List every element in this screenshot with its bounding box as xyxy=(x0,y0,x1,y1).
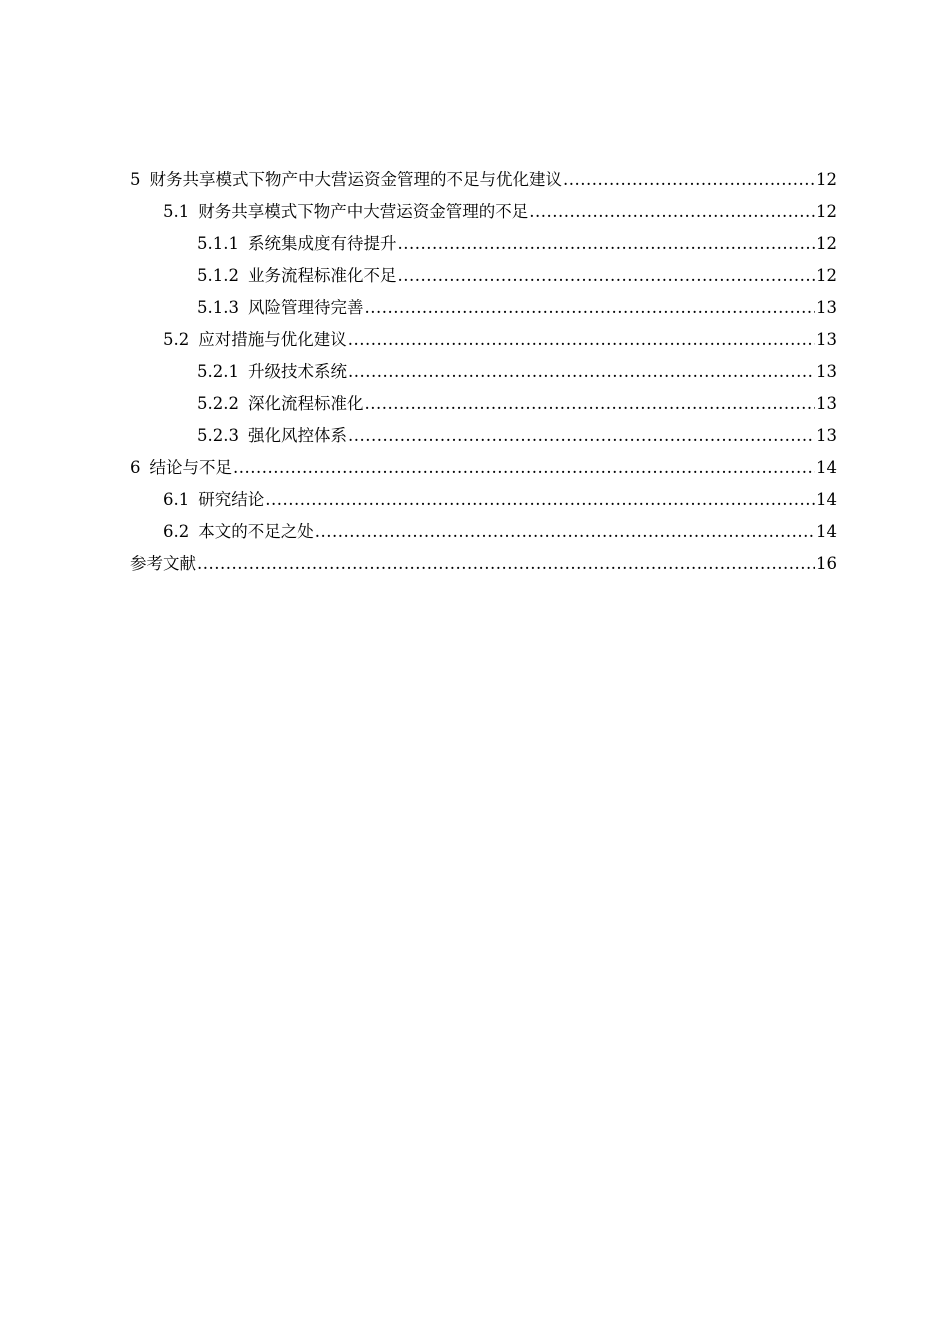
table-of-contents xyxy=(130,164,837,580)
toc-dot-leader xyxy=(233,452,815,484)
toc-entry-title: 强化风控体系 xyxy=(247,426,347,445)
toc-entry-page: 13 xyxy=(816,298,837,317)
toc-entry[interactable] xyxy=(130,420,837,452)
toc-entry-title: 研究结论 xyxy=(198,490,265,509)
toc-entry-page: 14 xyxy=(816,458,837,477)
toc-entry-number: 5.1.2 xyxy=(197,266,239,285)
toc-entry[interactable] xyxy=(130,196,837,228)
toc-entry-number: 5.1.3 xyxy=(197,298,239,317)
toc-entry-page: 14 xyxy=(816,522,837,541)
toc-entry[interactable] xyxy=(130,548,837,580)
toc-entry[interactable] xyxy=(130,388,837,420)
toc-entry[interactable] xyxy=(130,452,837,484)
toc-entry-number: 5.1 xyxy=(163,202,190,221)
toc-entry-title: 升级技术系统 xyxy=(247,362,347,381)
toc-entry-title: 结论与不足 xyxy=(149,458,232,477)
toc-entry-title: 本文的不足之处 xyxy=(198,522,314,541)
toc-dot-leader xyxy=(397,260,815,292)
toc-dot-leader xyxy=(397,228,815,260)
toc-entry-title: 业务流程标准化不足 xyxy=(247,266,397,285)
toc-entry[interactable] xyxy=(130,292,837,324)
toc-entry[interactable] xyxy=(130,356,837,388)
toc-entry[interactable] xyxy=(130,164,837,196)
toc-entry[interactable] xyxy=(130,484,837,516)
toc-entry-page: 13 xyxy=(816,330,837,349)
toc-entry-title: 财务共享模式下物产中大营运资金管理的不足与优化建议 xyxy=(149,170,562,189)
toc-entry[interactable] xyxy=(130,260,837,292)
toc-entry-number: 5.2.2 xyxy=(197,394,239,413)
toc-dot-leader xyxy=(529,196,815,228)
toc-entry-title: 财务共享模式下物产中大营运资金管理的不足 xyxy=(198,202,529,221)
toc-dot-leader xyxy=(563,164,815,196)
toc-dot-leader xyxy=(364,292,815,324)
toc-entry-title: 应对措施与优化建议 xyxy=(198,330,347,349)
toc-entry-page: 12 xyxy=(816,170,837,189)
toc-entry-title: 深化流程标准化 xyxy=(247,394,364,413)
toc-dot-leader xyxy=(348,420,815,452)
toc-entry-page: 12 xyxy=(816,266,837,285)
toc-entry-number: 5.1.1 xyxy=(197,234,239,253)
toc-dot-leader xyxy=(197,548,815,580)
toc-dot-leader xyxy=(364,388,815,420)
toc-entry-page: 14 xyxy=(816,490,837,509)
toc-dot-leader xyxy=(348,324,815,356)
toc-dot-leader xyxy=(315,516,815,548)
toc-entry-title: 风险管理待完善 xyxy=(247,298,364,317)
toc-entry-number: 5.2.1 xyxy=(197,362,239,381)
toc-dot-leader xyxy=(348,356,815,388)
toc-entry-page: 13 xyxy=(816,394,837,413)
toc-entry-title: 系统集成度有待提升 xyxy=(247,234,397,253)
toc-entry-number: 5 xyxy=(130,170,141,189)
toc-entry-title: 参考文献 xyxy=(130,554,196,573)
toc-entry-number: 5.2.3 xyxy=(197,426,239,445)
toc-entry[interactable] xyxy=(130,516,837,548)
toc-entry-number: 5.2 xyxy=(163,330,190,349)
toc-entry[interactable] xyxy=(130,228,837,260)
toc-entry-page: 13 xyxy=(816,362,837,381)
toc-entry-page: 16 xyxy=(816,554,837,573)
toc-entry-number: 6.2 xyxy=(163,522,190,541)
toc-entry-number: 6 xyxy=(130,458,141,477)
toc-entry-page: 12 xyxy=(816,234,837,253)
toc-entry-number: 6.1 xyxy=(163,490,190,509)
toc-entry[interactable] xyxy=(130,324,837,356)
toc-entry-page: 13 xyxy=(816,426,837,445)
toc-entry-page: 12 xyxy=(816,202,837,221)
toc-dot-leader xyxy=(265,484,815,516)
